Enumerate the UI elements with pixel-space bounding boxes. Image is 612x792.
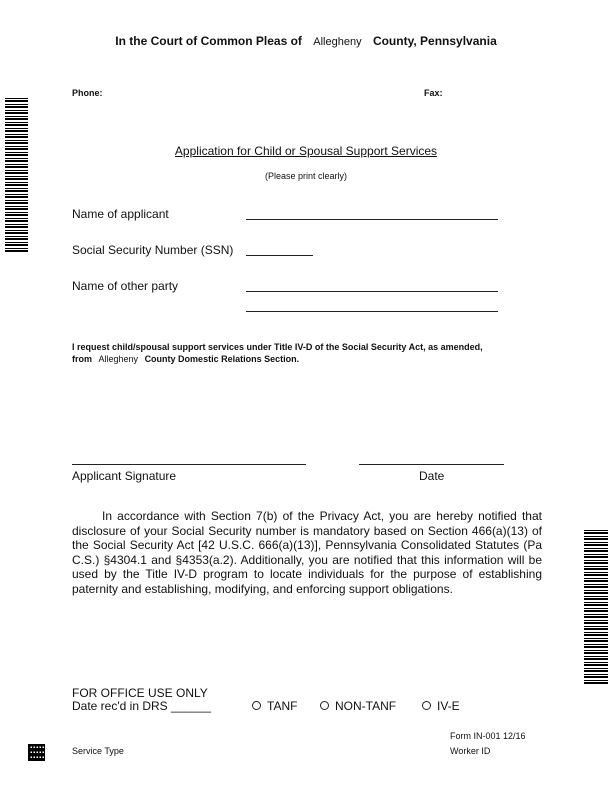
- request-county: Allegheny: [98, 354, 139, 364]
- request-from: from: [72, 354, 92, 364]
- fax-label: Fax:: [424, 88, 443, 98]
- form-title-text: Application for Child or Spousal Support Services: [174, 144, 438, 158]
- court-prefix: In the Court of Common Pleas of: [115, 34, 302, 48]
- service-type-label: Service Type: [72, 746, 124, 756]
- court-county: Allegheny: [313, 36, 362, 48]
- office-use-heading: FOR OFFICE USE ONLY: [72, 686, 208, 700]
- form-title: [0, 144, 612, 158]
- iv-e-radio[interactable]: [422, 701, 431, 710]
- request-suffix: County Domestic Relations Section.: [144, 354, 300, 364]
- applicant-signature-field[interactable]: [72, 464, 306, 465]
- date-label: Date: [419, 469, 445, 483]
- non-tanf-label: NON-TANF: [335, 699, 397, 713]
- court-suffix: County, Pennsylvania: [372, 34, 497, 48]
- ssn-label: Social Security Number (SSN): [72, 243, 234, 257]
- applicant-name-label: Name of applicant: [72, 207, 169, 221]
- court-header: [0, 34, 612, 48]
- qr-code: [28, 744, 45, 761]
- phone-label: Phone:: [72, 88, 103, 98]
- tanf-radio[interactable]: [252, 701, 261, 710]
- privacy-notice: In accordance with Section 7(b) of the Privacy Act, you are hereby notified that disclosure of your Social Security number is mandatory based on Section 466(a)(13) of the Social Security Act [42 U.S.C. 666(a)(13)], Pennsylvania Consolidated Statutes (Pa C.S.) §4304.1 and §4353(a.2). Additionally, you are notified that this information will be used by the Title IV-D program to locate individuals for the purpose of establishing paternity and establishing, modifying, and enforcing support obligations.: [72, 509, 542, 596]
- option-non-tanf[interactable]: [320, 699, 396, 713]
- request-text: I request child/spousal support services under Title IV-D of the Social Security Act, as amended,: [72, 342, 483, 352]
- request-statement: [72, 341, 542, 365]
- other-party-label: Name of other party: [72, 279, 179, 293]
- form-subtitle: (Please print clearly): [264, 171, 348, 181]
- date-received-label: Date rec'd in DRS ______: [72, 699, 212, 713]
- iv-e-label: IV-E: [437, 699, 460, 713]
- option-tanf[interactable]: [252, 699, 297, 713]
- barcode-right: [584, 530, 608, 685]
- date-field[interactable]: [359, 464, 504, 465]
- other-party-field-1[interactable]: [246, 291, 498, 292]
- non-tanf-radio[interactable]: [320, 701, 329, 710]
- other-party-field-2[interactable]: [246, 311, 498, 312]
- option-iv-e[interactable]: [422, 699, 460, 713]
- applicant-name-field[interactable]: [246, 219, 498, 220]
- worker-id-label: Worker ID: [450, 746, 491, 756]
- form-number: Form IN-001 12/16: [450, 731, 526, 741]
- tanf-label: TANF: [267, 699, 298, 713]
- ssn-field[interactable]: [246, 255, 313, 256]
- applicant-signature-label: Applicant Signature: [72, 469, 177, 483]
